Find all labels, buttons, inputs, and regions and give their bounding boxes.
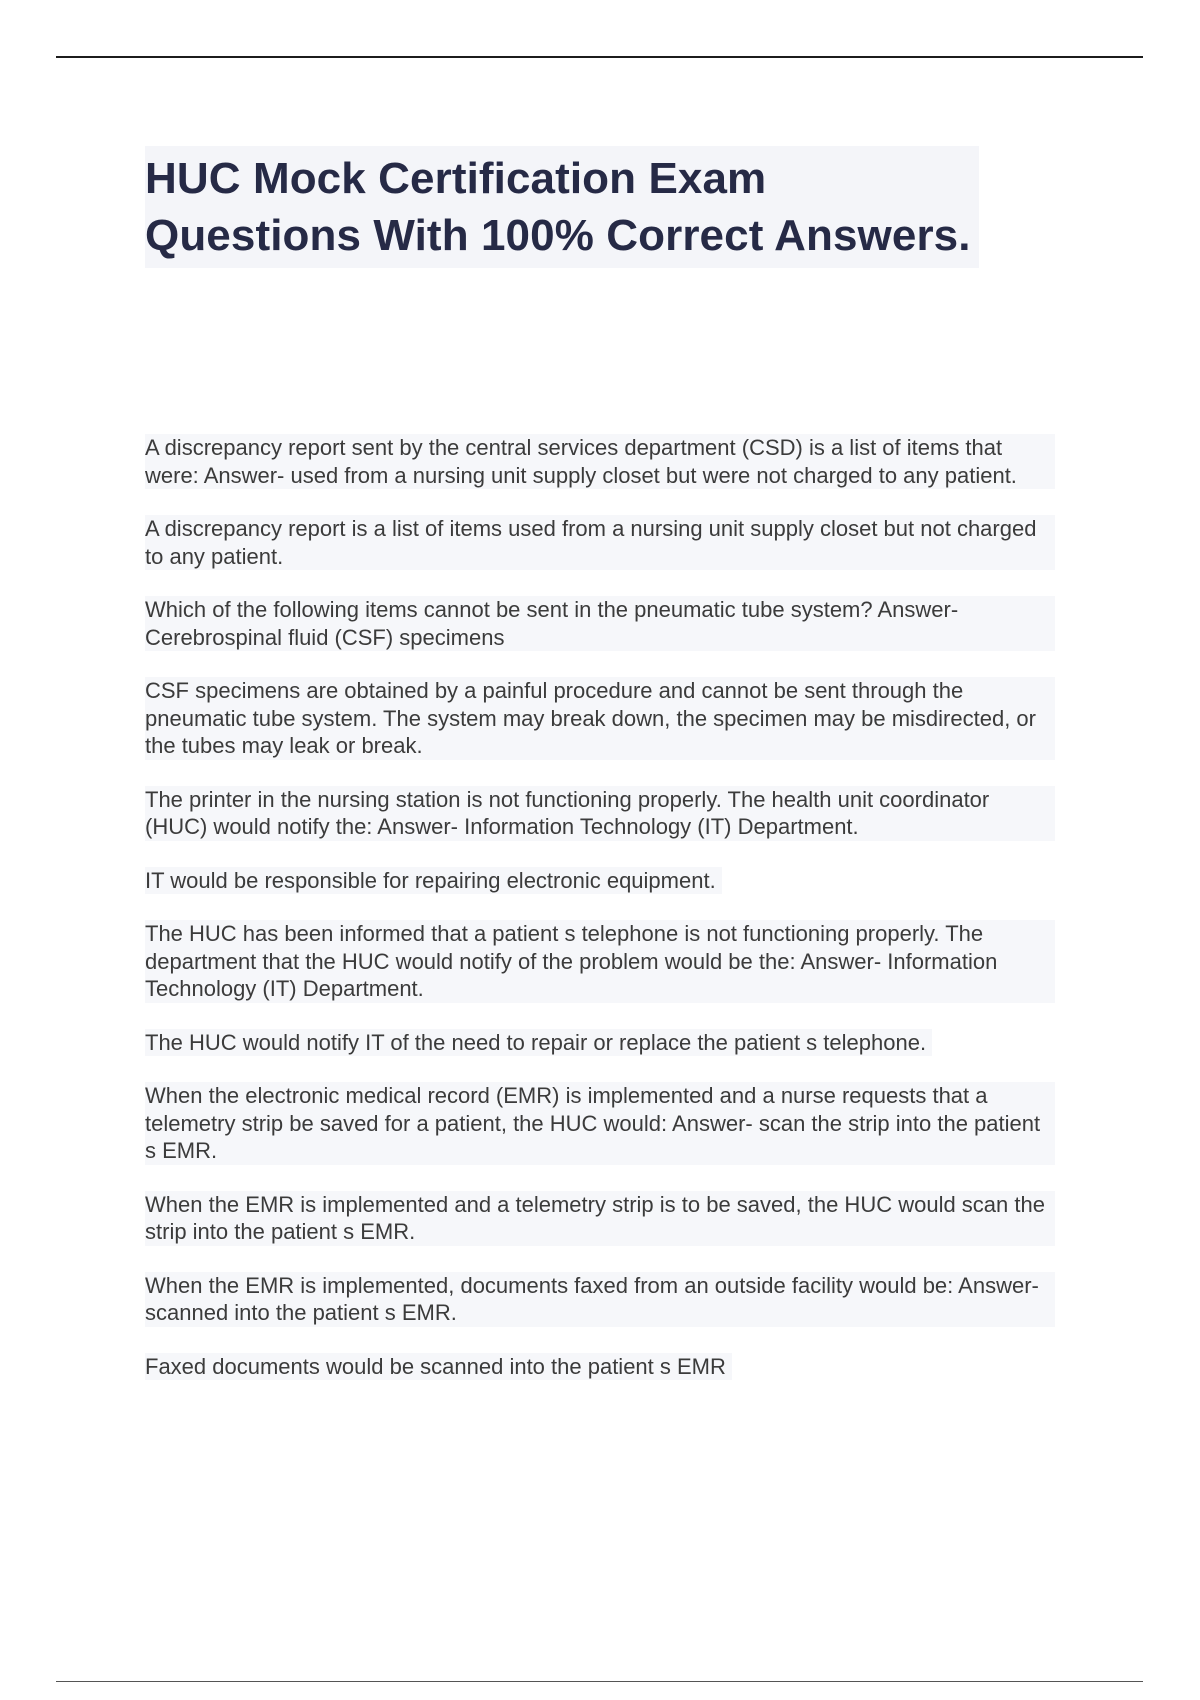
paragraph: A discrepancy report sent by the central services department (CSD) is a list of items that were: Answer- used from a nursing unit supply closet but were not charged to any patient.	[145, 434, 1055, 489]
title-line-2: Questions With 100% Correct Answers.	[145, 211, 971, 260]
paragraph: When the EMR is implemented, documents faxed from an outside facility would be: Answer- scanned into the patient s EMR.	[145, 1272, 1055, 1327]
paragraph: Faxed documents would be scanned into the patient s EMR	[145, 1353, 732, 1381]
paragraph: When the electronic medical record (EMR) is implemented and a nurse requests that a telemetry strip be saved for a patient, the HUC would: Answer- scan the strip into the patient s EMR.	[145, 1082, 1055, 1165]
bottom-rule	[56, 1681, 1143, 1682]
qa-list	[145, 434, 1055, 1406]
title-line-1: HUC Mock Certification Exam	[145, 154, 767, 203]
paragraph: Which of the following items cannot be sent in the pneumatic tube system? Answer- Cerebrospinal fluid (CSF) specimens	[145, 596, 1055, 651]
paragraph: The HUC would notify IT of the need to repair or replace the patient s telephone.	[145, 1029, 932, 1057]
page-title	[145, 150, 971, 264]
paragraph: The printer in the nursing station is not functioning properly. The health unit coordinator (HUC) would notify the: Answer- Information Technology (IT) Department.	[145, 786, 1055, 841]
paragraph: CSF specimens are obtained by a painful procedure and cannot be sent through the pneumatic tube system. The system may break down, the specimen may be misdirected, or the tubes may leak or break.	[145, 677, 1055, 760]
paragraph: When the EMR is implemented and a telemetry strip is to be saved, the HUC would scan the strip into the patient s EMR.	[145, 1191, 1055, 1246]
paragraph: IT would be responsible for repairing electronic equipment.	[145, 867, 722, 895]
paragraph: The HUC has been informed that a patient s telephone is not functioning properly. The department that the HUC would notify of the problem would be the: Answer- Information Technology (IT) Department.	[145, 920, 1055, 1003]
title-block	[145, 146, 979, 268]
top-rule	[56, 56, 1143, 58]
document-body	[145, 146, 1055, 1406]
paragraph: A discrepancy report is a list of items used from a nursing unit supply closet but not charged to any patient.	[145, 515, 1055, 570]
